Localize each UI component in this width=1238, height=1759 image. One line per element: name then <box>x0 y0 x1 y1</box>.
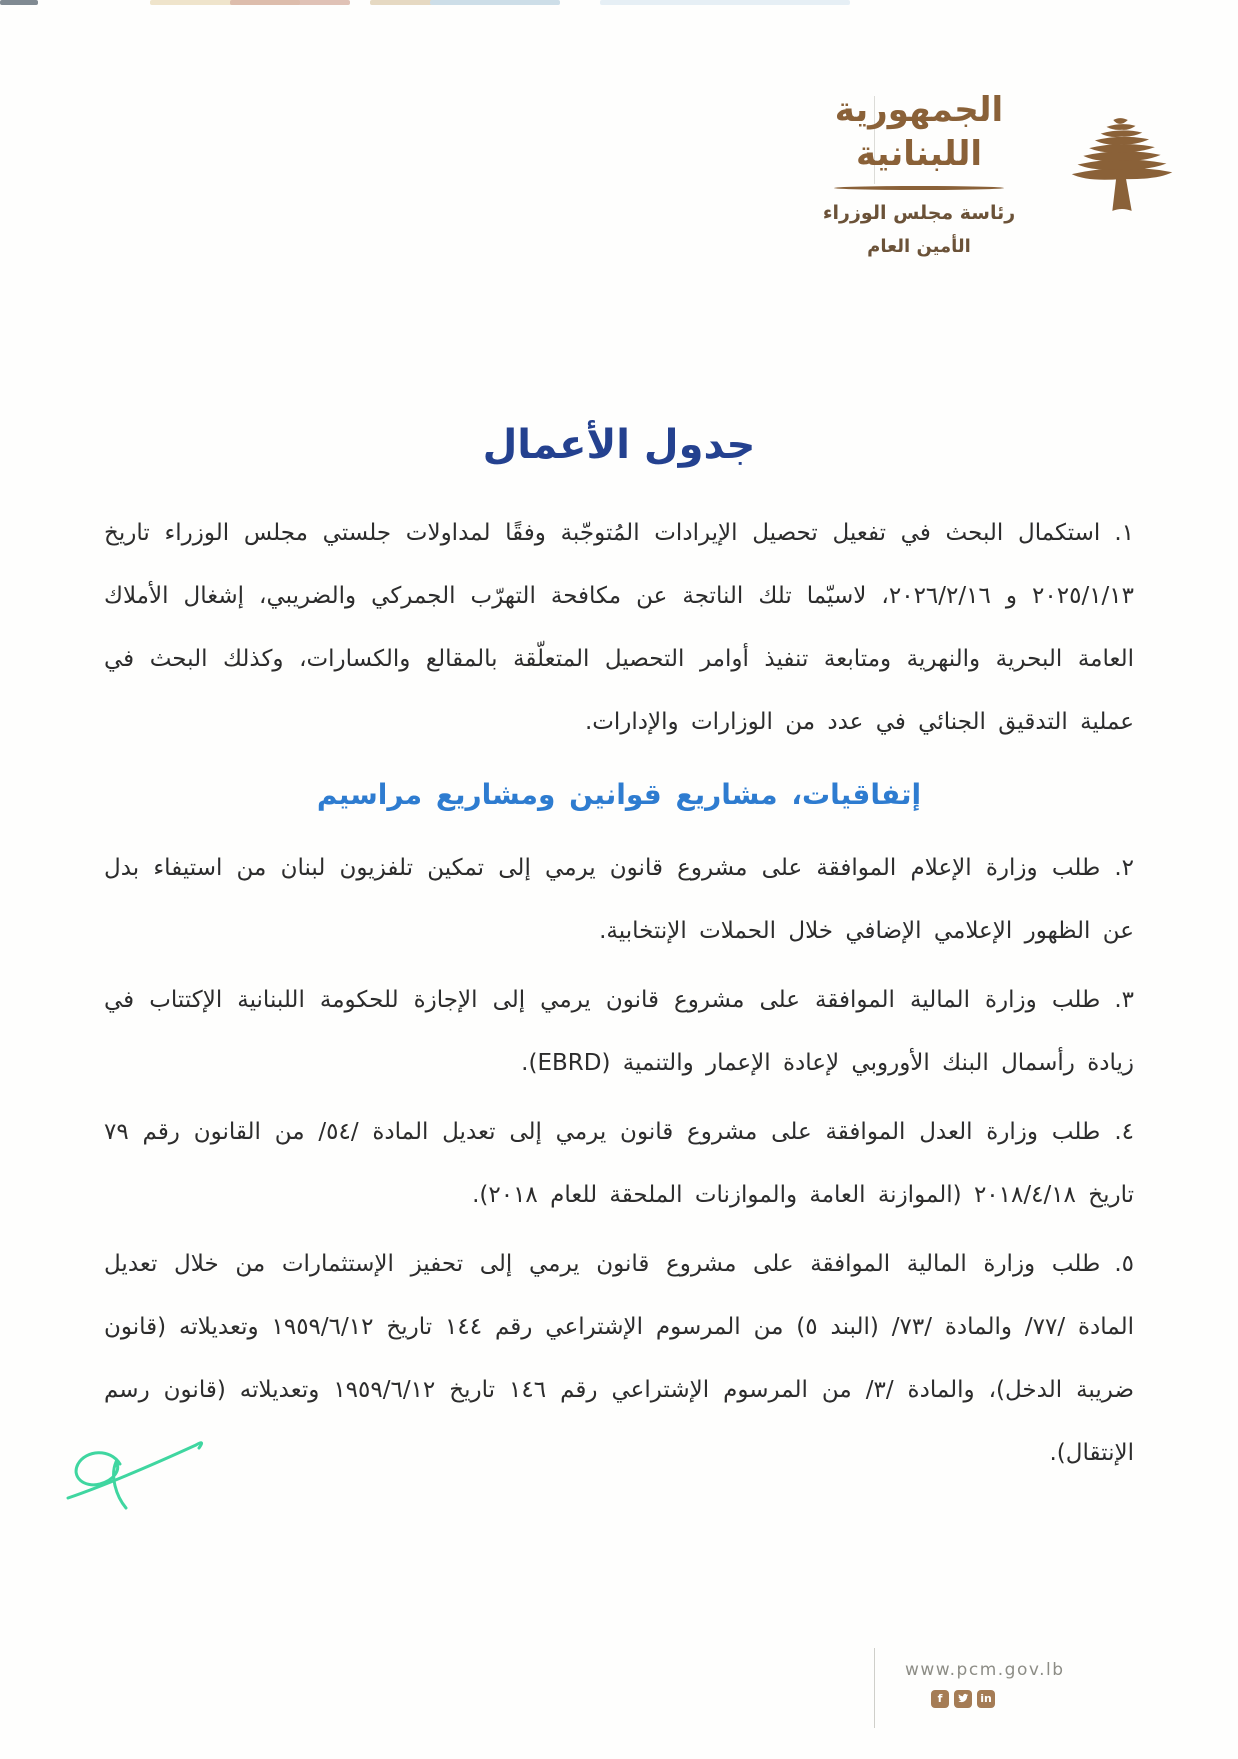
section-heading: إتفاقيات، مشاريع قوانين ومشاريع مراسيم <box>316 778 922 811</box>
scan-artifact <box>600 0 850 5</box>
facebook-icon: f <box>931 1690 949 1708</box>
handwritten-signature-mark <box>58 1432 228 1531</box>
scan-artifact <box>230 0 350 5</box>
item-number: ٢. <box>1114 855 1134 881</box>
website-url: www.pcm.gov.lb <box>905 1660 1065 1680</box>
item-text: استكمال البحث في تفعيل تحصيل الإيرادات المُتوجّبة وفقًا لمداولات جلستي مجلس الوزراء تاريخ ٢٠٢٥/١/١٣ و ٢٠٢٦/٢/١٦، لاسيّما تلك الناتجة عن مكافحة التهرّب الجمركي والضريبي، إشغال الأملاك العامة البحرية والنهرية ومتابعة تنفيذ أوامر التحصيل المتعلّقة بالمقالع والكسارات، وكذلك البحث في عملية التدقيق الجنائي في عدد من الوزارات والإدارات. <box>104 520 1135 735</box>
agenda-item-4 <box>104 1101 1134 1227</box>
document-title: جدول الأعمال <box>482 422 756 468</box>
twitter-icon <box>954 1690 972 1708</box>
agenda-item-1 <box>104 502 1134 754</box>
footer-divider-line <box>874 1648 875 1728</box>
linkedin-icon: in <box>977 1690 995 1708</box>
item-text: طلب وزارة المالية الموافقة على مشروع قانون يرمي إلى الإجازة للحكومة اللبنانية الإكتتاب في زيادة رأسمال البنك الأوروبي لإعادة الإعمار والتنمية (EBRD). <box>104 987 1134 1076</box>
item-text: طلب وزارة المالية الموافقة على مشروع قانون يرمي إلى تحفيز الإستثمارات من خلال تعديل المادة /٧٧/ والمادة /٧٣/ (البند ٥) من المرسوم الإشتراعي رقم ١٤٤ تاريخ ١٩٥٩/٦/١٢ وتعديلاته (قانون ضريبة الدخل)، والمادة /٣/ من المرسوم الإشتراعي رقم ١٤٦ تاريخ ١٩٥٩/٦/١٢ وتعديلاته (قانون رسم الإنتقال). <box>104 1251 1134 1466</box>
item-number: ٣. <box>1114 987 1134 1013</box>
org-subtitle: الأمين العام <box>867 236 971 257</box>
agenda-item-5 <box>104 1233 1134 1485</box>
item-number: ١. <box>1114 520 1134 546</box>
republic-name-line1: الجمهورية <box>834 90 1004 130</box>
item-number: ٥. <box>1114 1251 1134 1277</box>
agenda-item-3 <box>104 969 1134 1095</box>
brand-divider <box>834 186 1004 190</box>
item-number: ٤. <box>1114 1119 1134 1145</box>
scan-artifact <box>430 0 560 5</box>
social-icons <box>931 1690 995 1708</box>
republic-name-line2: اللبنانية <box>855 134 983 174</box>
org-name: رئاسة مجلس الوزراء <box>822 202 1016 224</box>
item-text: طلب وزارة الإعلام الموافقة على مشروع قانون يرمي إلى تمكين تلفزيون لبنان من استيفاء بدل عن الظهور الإعلامي الإضافي خلال الحملات الإنتخابية. <box>104 855 1134 944</box>
agenda-item-2 <box>104 837 1134 963</box>
cedar-tree-logo-icon <box>1064 88 1180 230</box>
scan-artifact <box>0 0 38 5</box>
letterhead <box>778 88 1180 257</box>
item-text: طلب وزارة العدل الموافقة على مشروع قانون يرمي إلى تعديل المادة /٥٤/ من القانون رقم ٧٩ تاريخ ٢٠١٨/٤/١٨ (الموازنة العامة والموازنات الملحقة للعام ٢٠١٨). <box>104 1119 1134 1208</box>
document-body <box>104 502 1134 1491</box>
